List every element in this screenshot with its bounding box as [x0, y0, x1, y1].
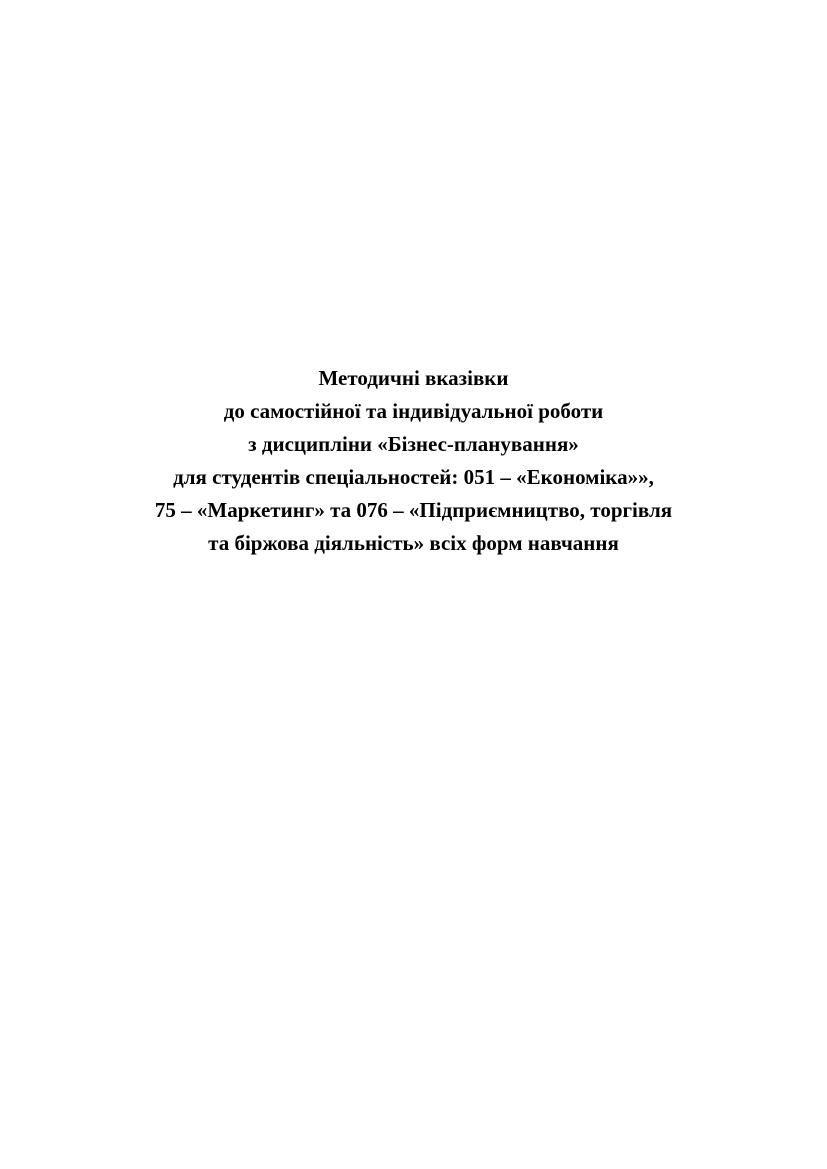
title-line-1: Методичні вказівки	[318, 366, 509, 390]
title-line-3: з дисципліни «Бізнес-планування»	[248, 432, 579, 456]
title-line-4: для студентів спеціальностей: 051 – «Економіка»»,	[173, 465, 654, 489]
title-line-2: до самостійної та індивідуальної роботи	[223, 399, 604, 423]
title-block	[40, 362, 787, 560]
title-line-5: 75 – «Маркетинг» та 076 – «Підприємництво, торгівля	[154, 498, 673, 522]
title-line-6: та біржова діяльність» всіх форм навчання	[208, 531, 619, 555]
